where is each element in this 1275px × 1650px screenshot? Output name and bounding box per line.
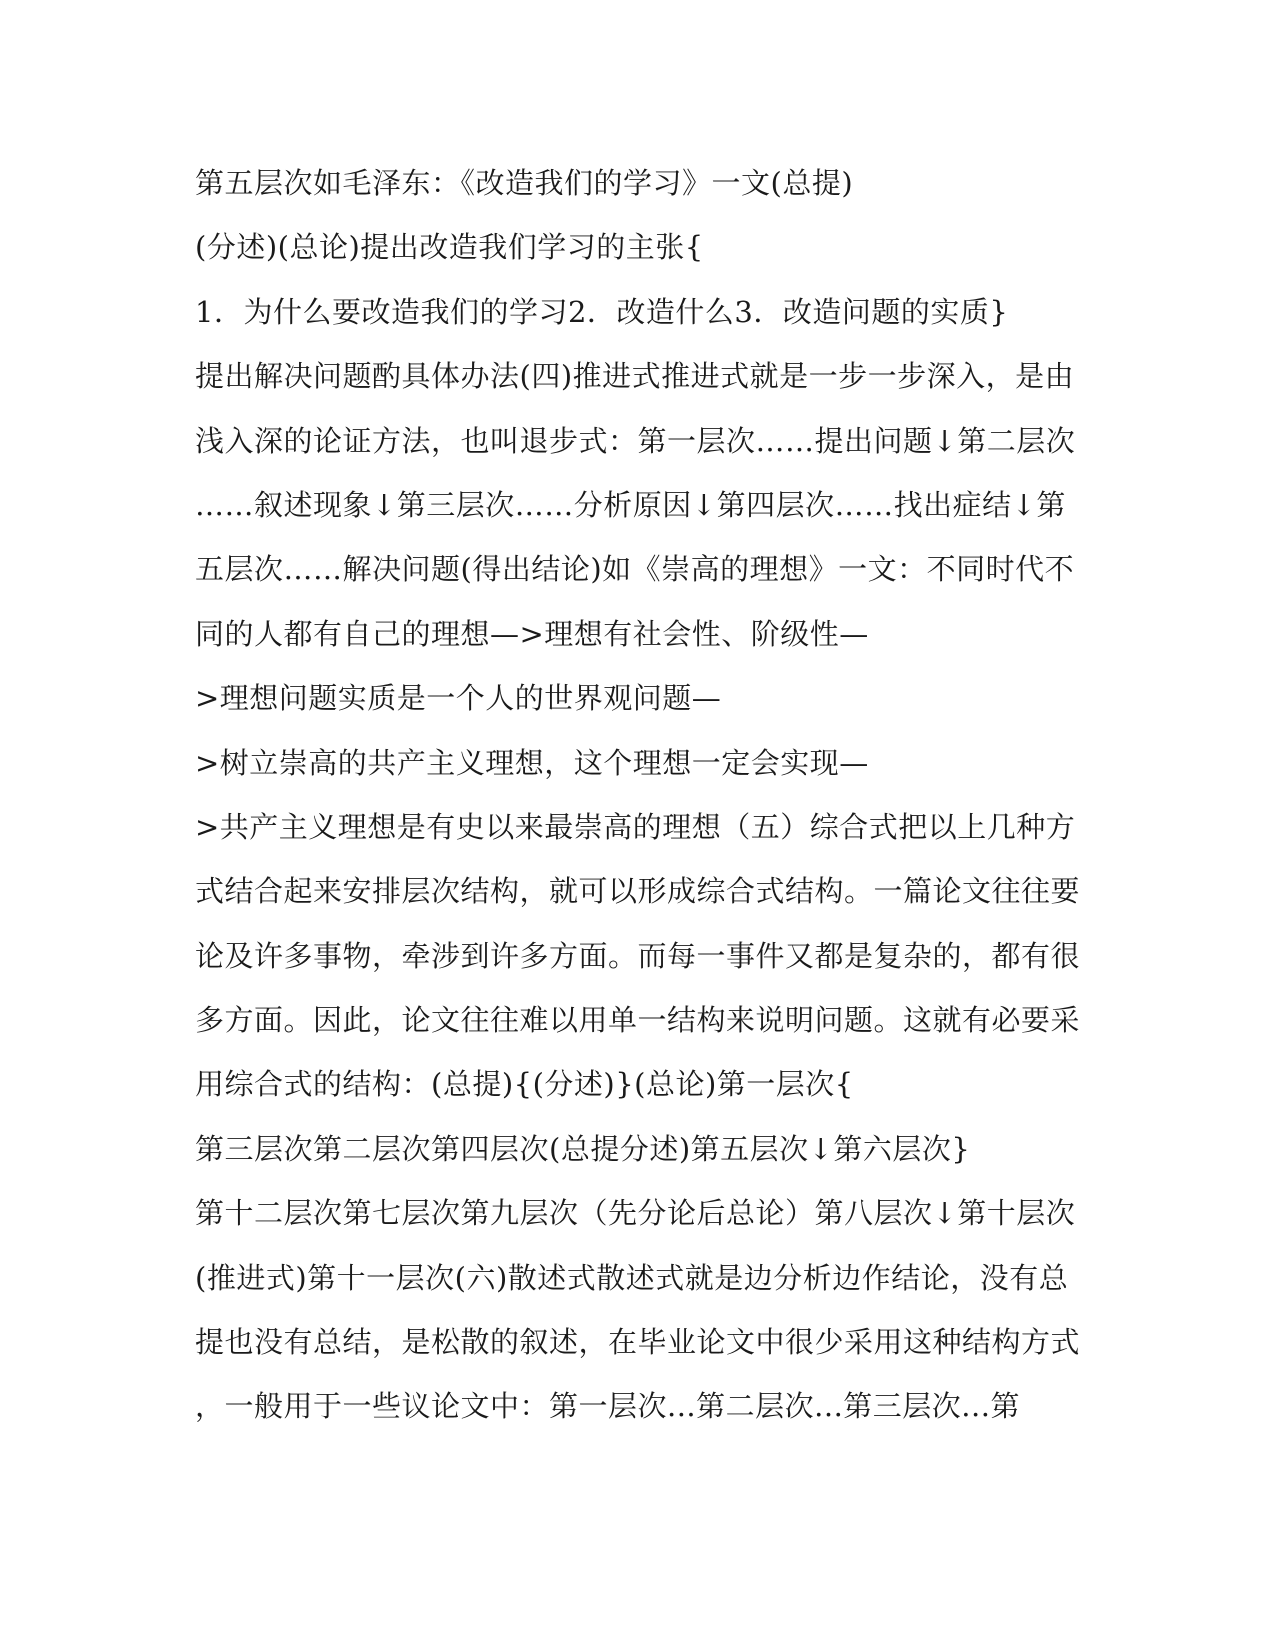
text-line: ……叙述现象↓第三层次……分析原因↓第四层次……找出症结↓第 (195, 487, 1066, 522)
text-line: 式结合起来安排层次结构，就可以形成综合式结构。一篇论文往往要 (195, 874, 1081, 909)
text-line: >树立崇高的共产主义理想，这个理想一定会实现— (195, 745, 869, 780)
text-line: >共产主义理想是有史以来最崇高的理想（五）综合式把以上几种方 (195, 809, 1076, 844)
text-line: 1．为什么要改造我们的学习2．改造什么3．改造问题的实质} (195, 294, 1009, 329)
text-line: 浅入深的论证方法，也叫退步式：第一层次……提出问题↓第二层次 (195, 423, 1076, 458)
text-line: 同的人都有自己的理想—>理想有社会性、阶级性— (195, 616, 869, 651)
text-line: 五层次……解决问题(得出结论)如《崇高的理想》一文：不同时代不 (195, 552, 1075, 587)
text-line: 第十二层次第七层次第九层次（先分论后总论）第八层次↓第十层次 (195, 1196, 1076, 1231)
text-line: (分述)(总论)提出改造我们学习的主张{ (195, 230, 704, 265)
body-text (195, 163, 1085, 1451)
text-line: (推进式)第十一层次(六)散述式散述式就是边分析边作结论，没有总 (195, 1260, 1069, 1295)
text-line: 第五层次如毛泽东：《改造我们的学习》一文(总提) (195, 166, 854, 200)
text-line: >理想问题实质是一个人的世界观问题— (195, 681, 722, 716)
text-line: 第三层次第二层次第四层次(总提分述)第五层次↓第六层次} (195, 1131, 971, 1166)
text-line: ，一般用于一些议论文中：第一层次...第二层次...第三层次...第 (195, 1389, 1020, 1424)
text-line: 多方面。因此，论文往往难以用单一结构来说明问题。这就有必要采 (195, 1003, 1081, 1038)
text-line: 提出解决问题酌具体办法(四)推进式推进式就是一步一步深入，是由 (195, 359, 1075, 394)
text-line: 用综合式的结构：(总提){(分述)}(总论)第一层次{ (195, 1067, 854, 1102)
text-line: 提也没有总结，是松散的叙述，在毕业论文中很少采用这种结构方式 (195, 1325, 1081, 1360)
text-line: 论及许多事物，牵涉到许多方面。而每一事件又都是复杂的，都有很 (195, 938, 1081, 973)
